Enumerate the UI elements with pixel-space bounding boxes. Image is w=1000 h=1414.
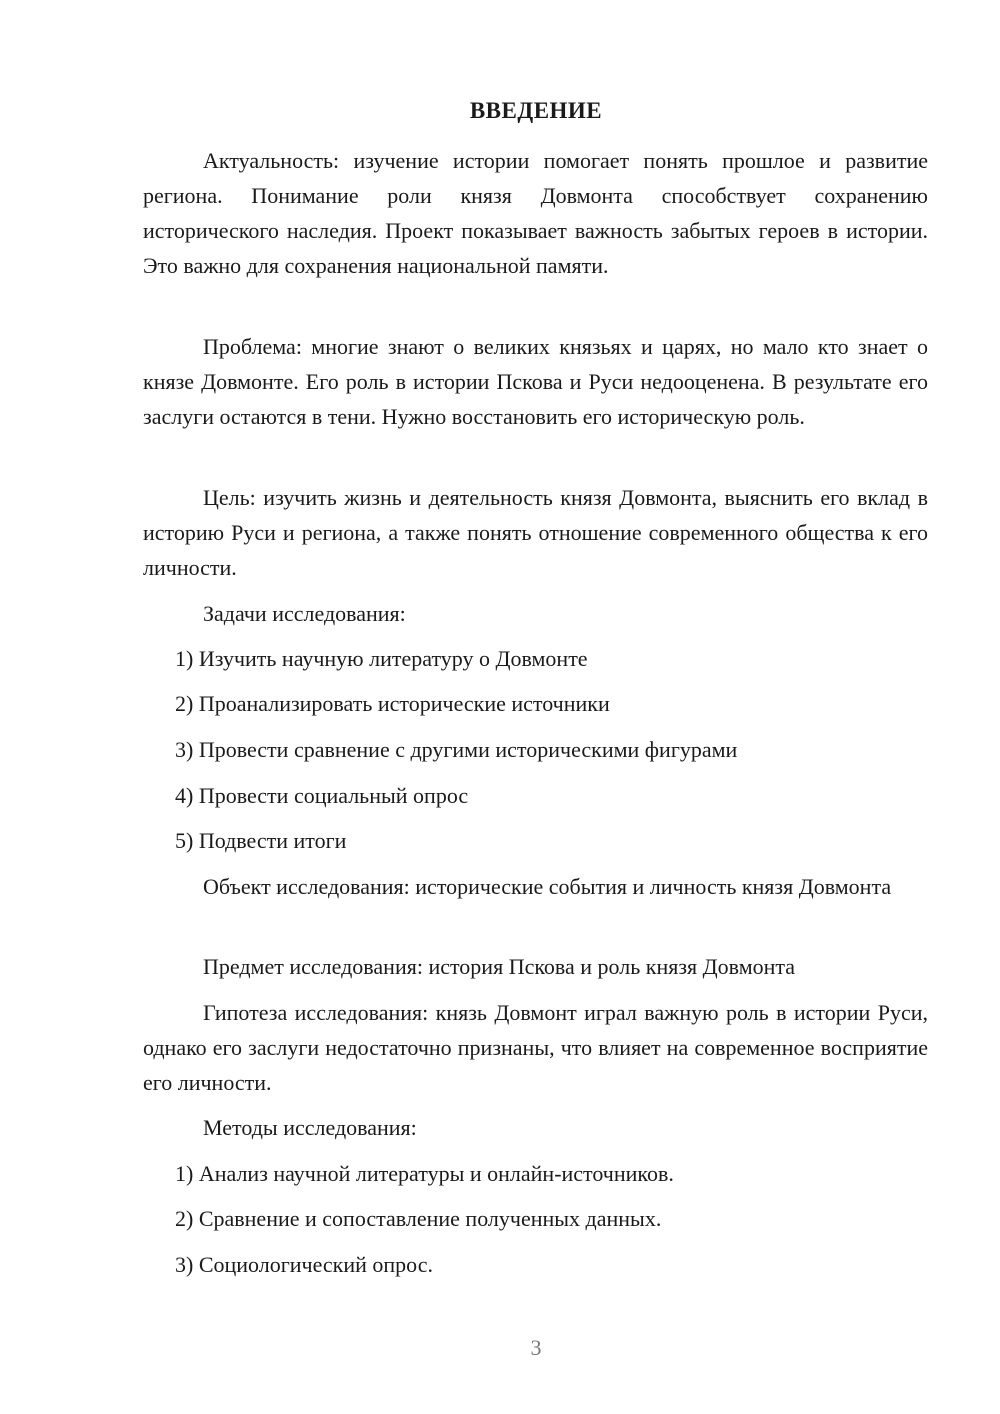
task-item: 4) Провести социальный опрос	[175, 783, 469, 808]
paragraph-goal: Цель: изучить жизнь и деятельность князя Довмонта, выяснить его вклад в историю Руси и региона, а также понять отношение современного общества к его личности.	[143, 485, 928, 580]
task-item: 3) Провести сравнение с другими историческими фигурами	[175, 737, 738, 762]
page-number: 3	[530, 1335, 542, 1360]
paragraph-relevance: Актуальность: изучение истории помогает понять прошлое и развитие региона. Понимание роли князя Довмонта способствует сохранению исторического наследия. Проект показывает важность забытых героев в истории. Это важно для сохранения национальной памяти.	[143, 148, 928, 278]
paragraph-hypothesis: Гипотеза исследования: князь Довмонт играл важную роль в истории Руси, однако его заслуги недостаточно признаны, что влияет на современное восприятие его личности.	[143, 1000, 928, 1095]
task-item: 2) Проанализировать исторические источники	[175, 691, 610, 716]
tasks-title: Задачи исследования:	[203, 601, 406, 626]
method-item: 2) Сравнение и сопоставление полученных данных.	[175, 1206, 662, 1231]
section-heading: ВВЕДЕНИЕ	[469, 98, 603, 123]
paragraph-object: Объект исследования: исторические события и личность князя Довмонта	[203, 874, 892, 899]
paragraph-subject: Предмет исследования: история Пскова и роль князя Довмонта	[203, 954, 796, 979]
task-item: 1) Изучить научную литературу о Довмонте	[175, 646, 588, 671]
method-item: 3) Социологический опрос.	[175, 1252, 433, 1277]
task-item: 5) Подвести итоги	[175, 828, 347, 853]
method-item: 1) Анализ научной литературы и онлайн-источников.	[175, 1161, 674, 1186]
paragraph-problem: Проблема: многие знают о великих князьях и царях, но мало кто знает о князе Довмонте. Его роль в истории Пскова и Руси недооценена. В результате его заслуги остаются в тени. Нужно восстановить его историческую роль.	[143, 334, 928, 429]
methods-title: Методы исследования:	[203, 1115, 417, 1140]
